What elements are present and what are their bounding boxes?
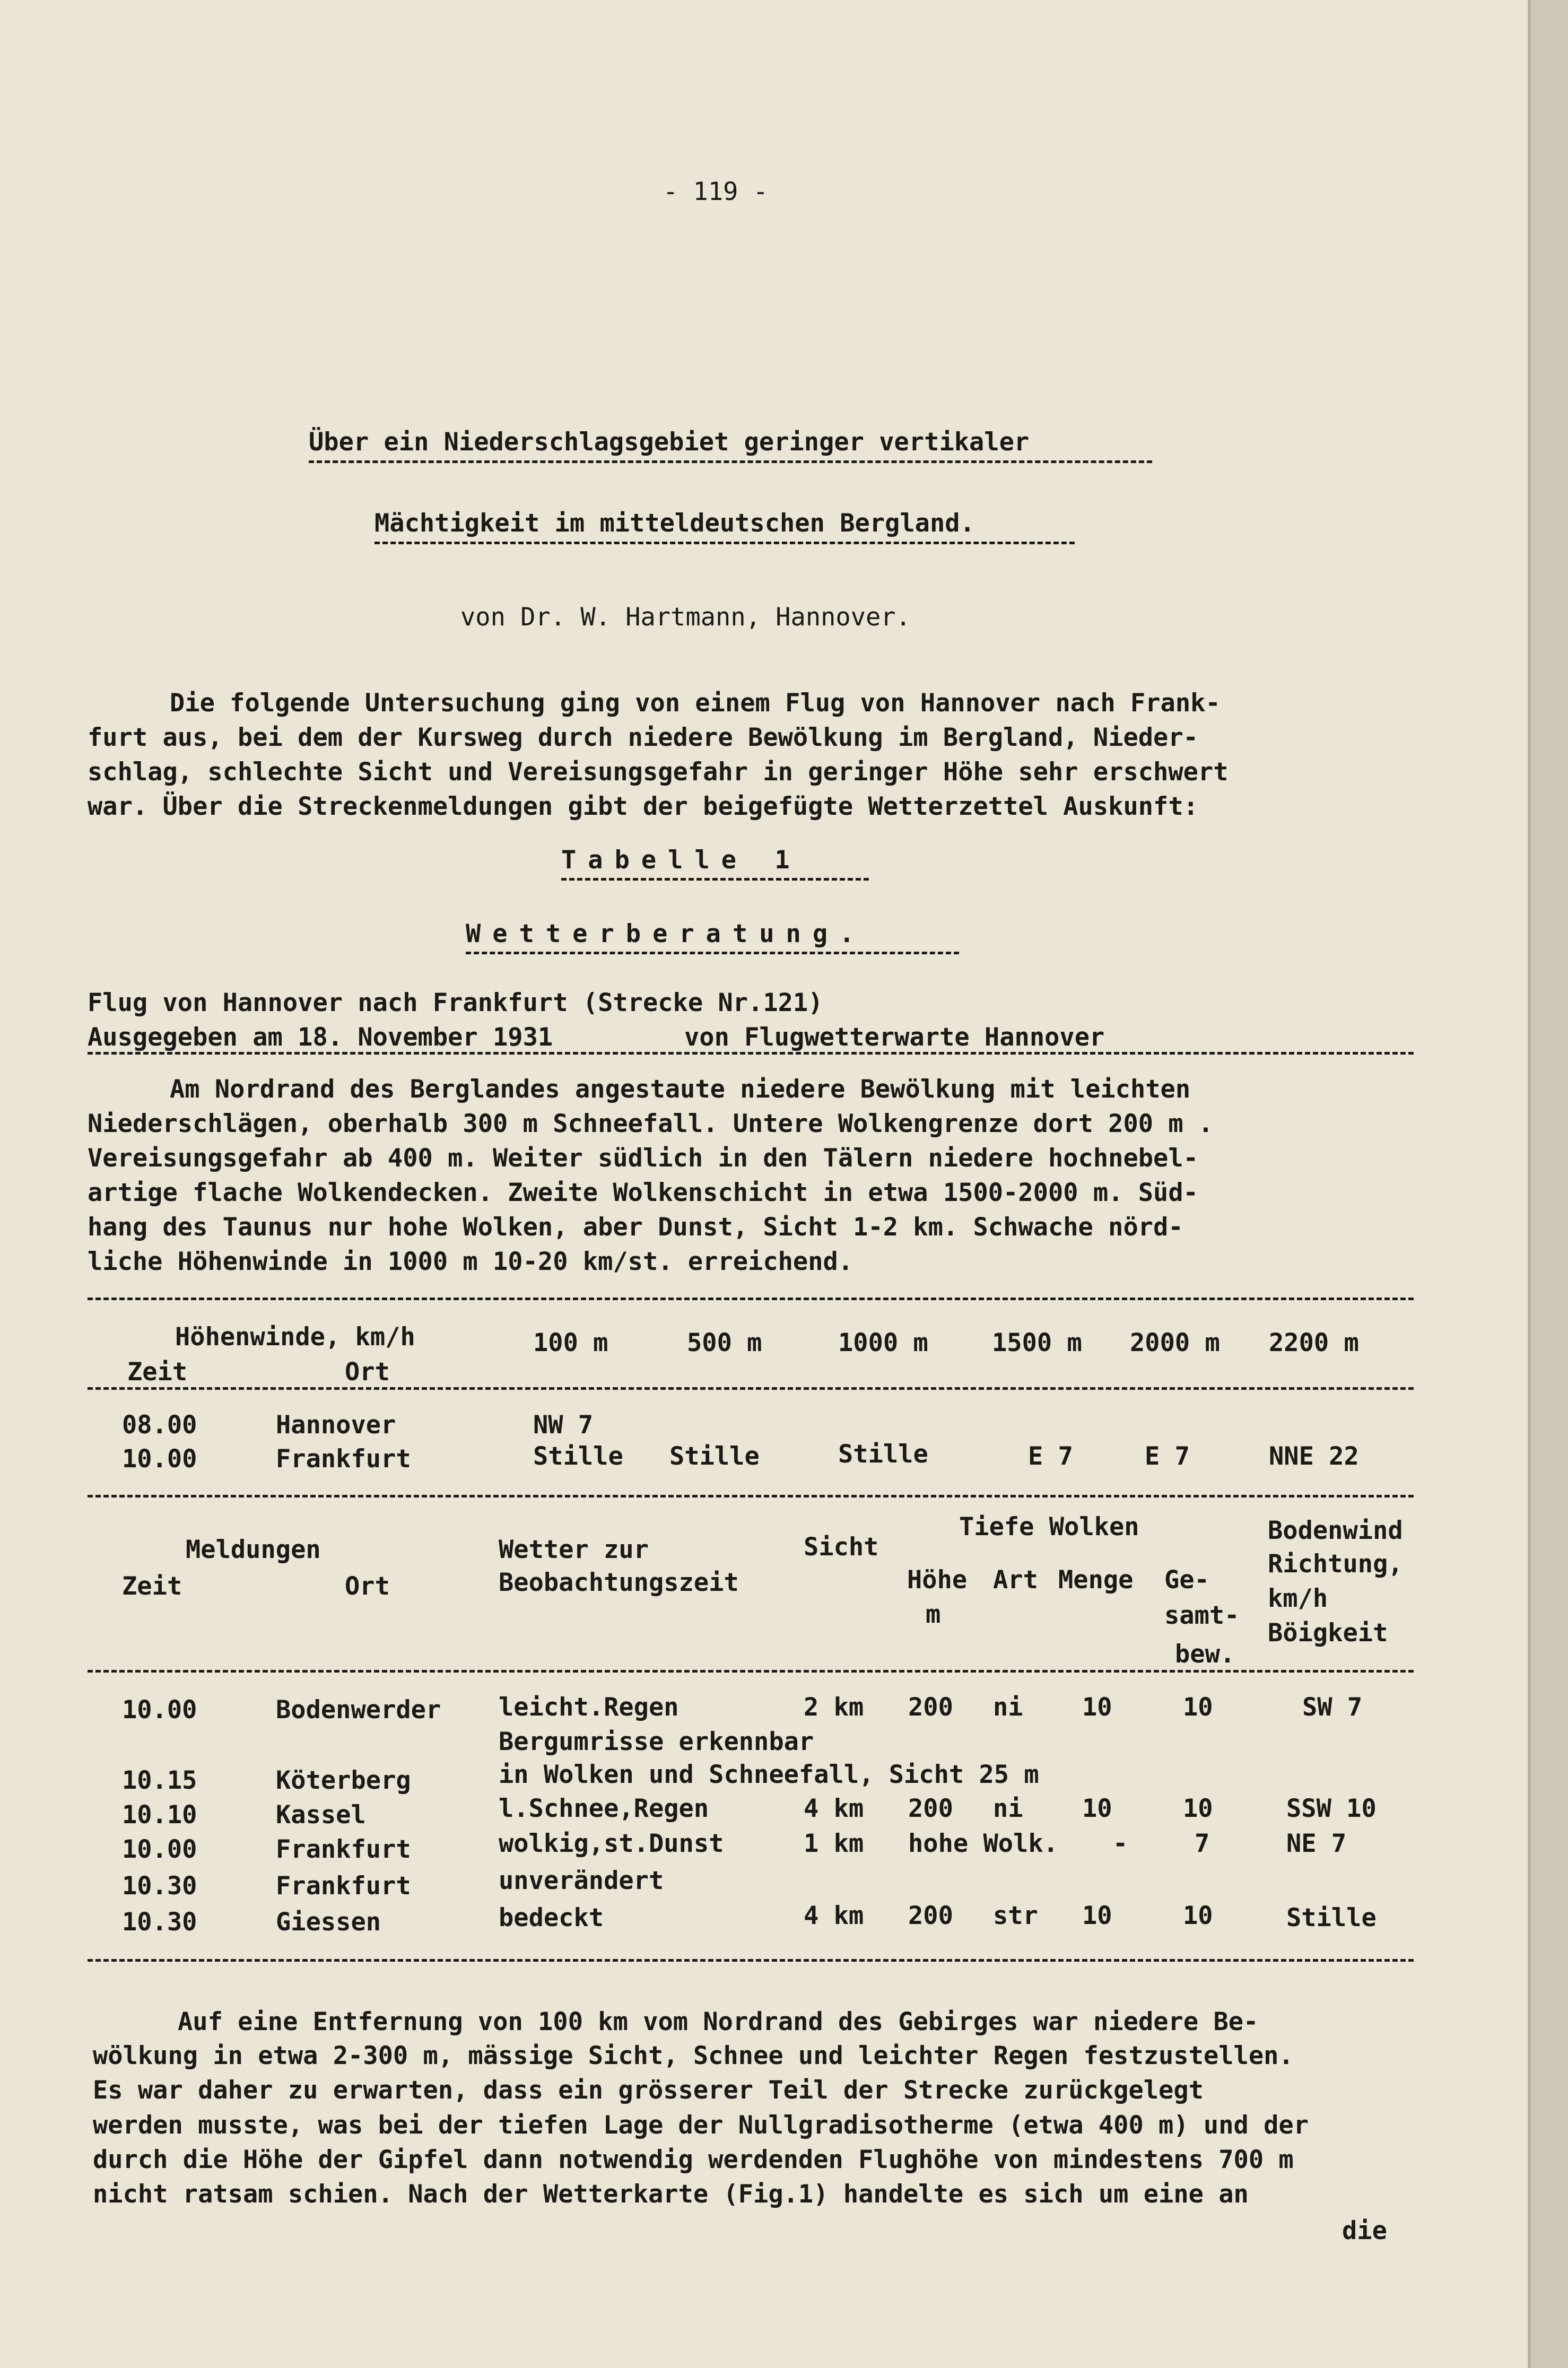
rep-zeit: 10.00 [122, 1835, 197, 1864]
winds-ort: Frankfurt [276, 1444, 411, 1474]
winds-value: NNE 22 [1269, 1442, 1359, 1471]
rep-wetter: l.Schnee,Regen [499, 1794, 709, 1823]
rep-h-bodenwind-4: Böigkeit [1268, 1618, 1388, 1648]
winds-zeit: 08.00 [122, 1411, 197, 1440]
rep-hoehe: hohe Wolk. [908, 1829, 1058, 1858]
catchword: die [1342, 2216, 1387, 2245]
forecast-line: Niederschlägen, oberhalb 300 m Schneefall. Untere Wolkengrenze dort 200 m . [88, 1109, 1214, 1138]
rep-menge: - [1113, 1829, 1128, 1858]
rep-ort: Köterberg [276, 1766, 411, 1795]
intro-line: war. Über die Streckenmeldungen gibt der beigefügte Wetterzettel Auskunft: [88, 792, 1198, 821]
winds-header: Höhenwinde, km/h [175, 1322, 415, 1352]
rep-ort: Bodenwerder [276, 1695, 441, 1725]
winds-col-zeit: Zeit [127, 1357, 188, 1387]
author-line: von Dr. W. Hartmann, Hannover. [460, 603, 911, 632]
rep-ges: 10 [1183, 1794, 1213, 1823]
page-edge [1528, 0, 1568, 2368]
forecast-line: Vereisungsgefahr ab 400 m. Weiter südlich in den Tälern niedere hochnebel- [88, 1144, 1198, 1173]
rep-wetter: bedeckt [499, 1903, 604, 1932]
winds-value: Stille [669, 1442, 760, 1471]
rep-h-hoehe: Höhe [907, 1565, 968, 1595]
winds-level: 500 m [687, 1328, 762, 1357]
closing-line: wölkung in etwa 2-300 m, mässige Sicht, Schnee und leichter Regen festzustellen. [93, 2041, 1294, 2070]
winds-value: E 7 [1028, 1442, 1073, 1471]
rep-art: ni [993, 1693, 1023, 1722]
winds-level: 100 m [533, 1328, 608, 1357]
winds-value: E 7 [1145, 1442, 1190, 1471]
rep-h-sicht: Sicht [804, 1533, 879, 1562]
forecast-line: artige flache Wolkendecken. Zweite Wolkenschicht in etwa 1500-2000 m. Süd- [88, 1178, 1198, 1207]
rep-h-meldungen: Meldungen [186, 1535, 321, 1564]
rep-sicht: 4 km [804, 1901, 864, 1930]
rep-h-menge: Menge [1058, 1565, 1134, 1595]
winds-level: 2200 m [1269, 1328, 1359, 1357]
issued-right: von Flugwetterwarte Hannover [684, 1023, 1105, 1052]
title-underline-2 [374, 542, 1075, 544]
forecast-line: liche Höhenwinde in 1000 m 10-20 km/st. erreichend. [88, 1247, 853, 1276]
intro-line: furt aus, bei dem der Kursweg durch niedere Bewölkung im Bergland, Nieder- [88, 723, 1198, 752]
rep-ges: 7 [1195, 1829, 1210, 1858]
rep-menge: 10 [1082, 1693, 1112, 1722]
rep-h-ges-3: bew. [1175, 1640, 1235, 1669]
rep-ort: Giessen [276, 1908, 381, 1937]
closing-line: Es war daher zu erwarten, dass ein grösserer Teil der Strecke zurückgelegt [93, 2076, 1204, 2105]
winds-level: 1000 m [838, 1328, 928, 1357]
winds-level: 2000 m [1130, 1328, 1220, 1357]
rep-h-m: m [926, 1600, 941, 1629]
rep-hoehe: 200 [908, 1901, 953, 1930]
page-number: - 119 - [663, 177, 769, 206]
intro-line: schlag, schlechte Sicht und Vereisungsgefahr in geringer Höhe sehr erschwert [88, 758, 1229, 787]
intro-line: Die folgende Untersuchung ging von einem Flug von Hannover nach Frank- [170, 689, 1221, 718]
title-underline-1 [309, 460, 1152, 463]
rep-h-wetter-1: Wetter zur [499, 1535, 649, 1564]
rep-h-bodenwind-2: Richtung, [1268, 1549, 1403, 1579]
rule-forecast [88, 1298, 1414, 1300]
table-heading-underline [466, 952, 959, 954]
rep-h-ges-2: samt- [1164, 1601, 1240, 1630]
winds-value: NW 7 [533, 1411, 594, 1440]
rep-wetter: unverändert [499, 1866, 664, 1895]
rep-wind: NE 7 [1286, 1829, 1347, 1858]
winds-col-ort: Ort [345, 1357, 390, 1387]
rep-ort: Frankfurt [276, 1871, 411, 1901]
rep-ort: Kassel [276, 1800, 366, 1830]
closing-line: werden musste, was bei der tiefen Lage der Nullgradisotherme (etwa 400 m) und der [93, 2111, 1309, 2140]
rep-sicht: 1 km [804, 1829, 864, 1858]
issued-left: Ausgegeben am 18. November 1931 [88, 1023, 553, 1052]
table-label-underline [561, 878, 869, 881]
title-line-2: Mächtigkeit im mitteldeutschen Bergland. [374, 509, 975, 538]
rep-wind: Stille [1286, 1903, 1377, 1932]
rep-wetter: wolkig,st.Dunst [499, 1829, 724, 1858]
rep-zeit: 10.10 [122, 1800, 197, 1830]
rep-zeit: 10.30 [122, 1908, 197, 1937]
winds-zeit: 10.00 [122, 1444, 197, 1474]
rep-wetter: in Wolken und Schneefall, Sicht 25 m [499, 1760, 1039, 1789]
rep-art: str [993, 1901, 1038, 1930]
rep-zeit: 10.30 [122, 1871, 197, 1901]
rep-menge: 10 [1082, 1794, 1112, 1823]
rep-sicht: 2 km [804, 1693, 864, 1722]
rep-h-wetter-2: Beobachtungszeit [499, 1568, 739, 1597]
rep-h-bodenwind-1: Bodenwind [1268, 1516, 1403, 1545]
rule-reports-end [88, 1959, 1414, 1962]
flight-line: Flug von Hannover nach Frankfurt (Strecke Nr.121) [88, 988, 823, 1017]
rep-zeit: 10.15 [122, 1766, 197, 1795]
rule-winds-head [88, 1387, 1414, 1390]
rep-h-art: Art [993, 1565, 1038, 1595]
rep-wetter: leicht.Regen [499, 1693, 679, 1722]
table-heading: Wetterberatung. [466, 919, 866, 948]
winds-ort: Hannover [276, 1411, 396, 1440]
rep-ges: 10 [1183, 1901, 1213, 1930]
closing-line: nicht ratsam schien. Nach der Wetterkarte (Fig.1) handelte es sich um eine an [93, 2180, 1249, 2209]
closing-line: durch die Höhe der Gipfel dann notwendig werdenden Flughöhe von mindestens 700 m [93, 2145, 1294, 2174]
rule-reports-head [88, 1670, 1414, 1673]
rep-sicht: 4 km [804, 1794, 864, 1823]
rule-winds-end [88, 1495, 1414, 1498]
rep-zeit: 10.00 [122, 1695, 197, 1725]
winds-value: Stille [533, 1442, 623, 1471]
table-label: Tabelle 1 [561, 846, 802, 875]
rep-h-tiefe: Tiefe Wolken [959, 1512, 1139, 1542]
rep-h-ges-1: Ge- [1164, 1565, 1209, 1595]
rep-menge: 10 [1082, 1901, 1112, 1930]
forecast-line: hang des Taunus nur hohe Wolken, aber Dunst, Sicht 1-2 km. Schwache nörd- [88, 1213, 1183, 1242]
rep-wind: SSW 10 [1286, 1794, 1377, 1823]
rep-h-zeit: Zeit [122, 1572, 182, 1601]
rep-hoehe: 200 [908, 1794, 953, 1823]
rep-h-ort: Ort [345, 1572, 390, 1601]
rep-hoehe: 200 [908, 1693, 953, 1722]
rep-h-bodenwind-3: km/h [1268, 1584, 1328, 1613]
rule-issued [88, 1052, 1414, 1055]
rep-wind: SW 7 [1302, 1693, 1363, 1722]
closing-line: Auf eine Entfernung von 100 km vom Nordrand des Gebirges war niedere Be- [178, 2007, 1259, 2036]
winds-level: 1500 m [992, 1328, 1082, 1357]
rep-art: ni [993, 1794, 1023, 1823]
rep-ort: Frankfurt [276, 1835, 411, 1864]
forecast-line: Am Nordrand des Berglandes angestaute niedere Bewölkung mit leichten [170, 1075, 1191, 1104]
rep-wetter: Bergumrisse erkennbar [499, 1727, 814, 1756]
rep-ges: 10 [1183, 1693, 1213, 1722]
title-line-1: Über ein Niederschlagsgebiet geringer vertikaler [309, 428, 1030, 457]
winds-value: Stille [838, 1440, 928, 1469]
